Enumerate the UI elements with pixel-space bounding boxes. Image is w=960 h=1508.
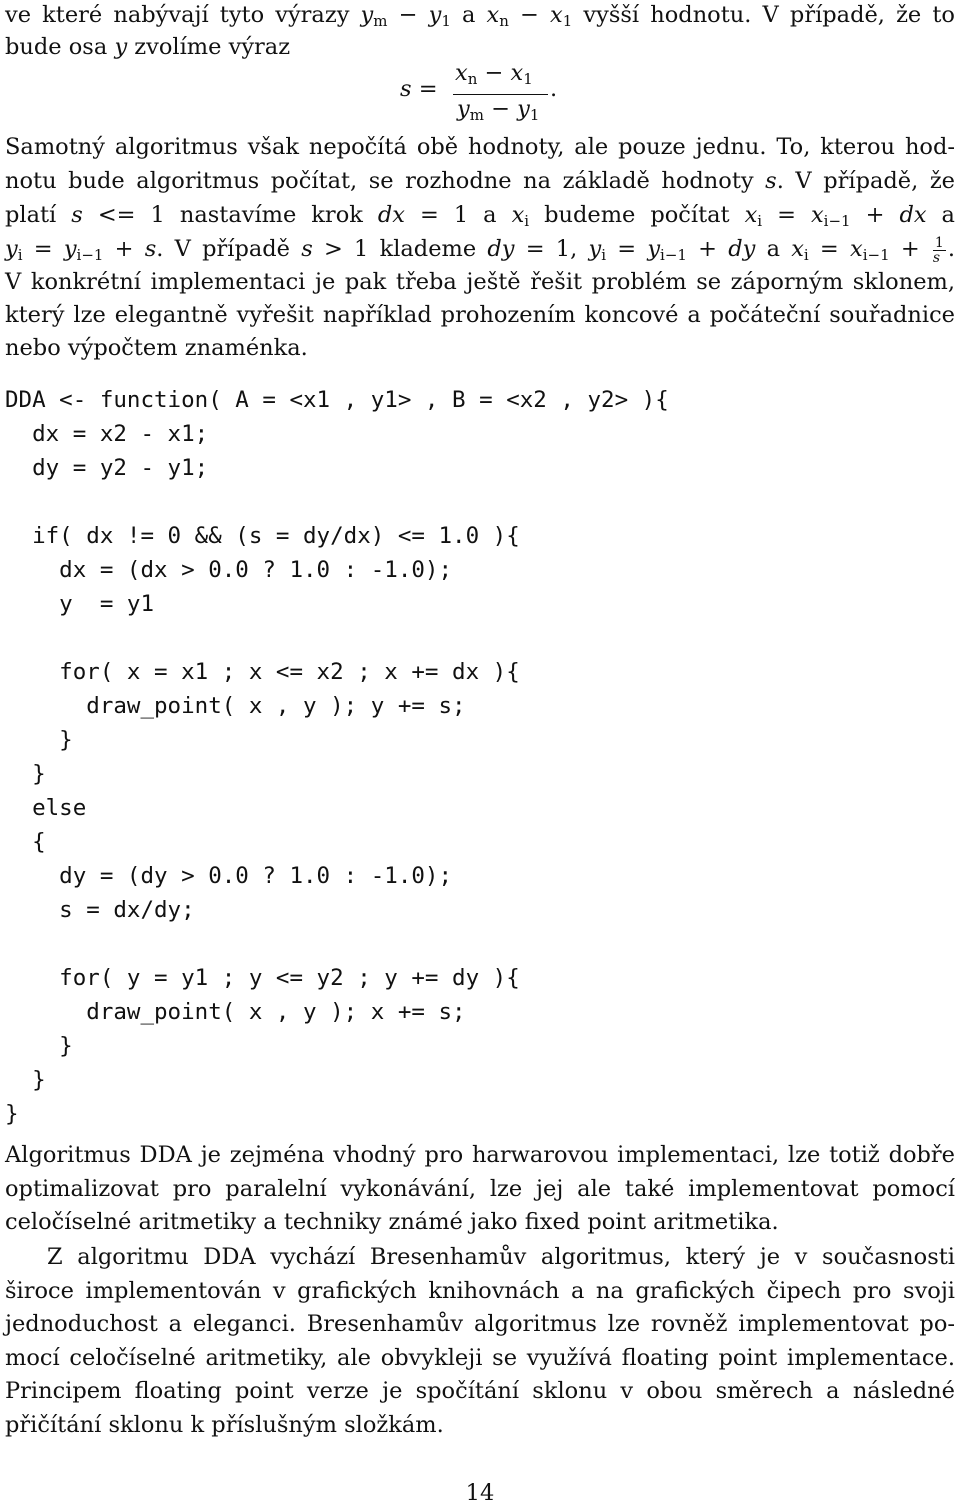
math-var: x (511, 202, 525, 228)
slope-formula (400, 60, 600, 130)
text-line: Principem floating point verze je spočítání sklonu v obou směrech a následné (5, 1378, 955, 1404)
math-op: + (103, 236, 145, 262)
text-line: nebo výpočtem znaménka. (5, 335, 308, 361)
inline-fraction (933, 236, 946, 265)
math-subscript: i (803, 246, 809, 264)
math-var: s (71, 202, 83, 228)
text-span: budeme počítat (529, 202, 745, 228)
math-var: y (5, 236, 18, 262)
fraction-denominator: s (932, 249, 941, 266)
code-line: { (5, 829, 46, 855)
text-span: . V případě, že (776, 168, 955, 194)
text-line: Algoritmus DDA je zejména vhodný pro harwarovou implementaci, lze totiž dobře (5, 1142, 955, 1168)
text-span: bude osa (5, 34, 115, 60)
math-subscript: m (469, 106, 484, 124)
math-op: − (477, 60, 511, 86)
math-var: y (647, 236, 661, 262)
math-subscript: n (499, 12, 509, 30)
text-line: celočíselné aritmetiky a techniky známé jako fixed point aritmetika. (5, 1209, 779, 1235)
math-subscript: 1 (441, 12, 451, 30)
code-line: y = y1 (5, 591, 155, 617)
code-line: dx = x2 - x1; (5, 421, 209, 447)
code-line: } (5, 1033, 73, 1059)
code-block (5, 383, 669, 1131)
math-var: dx (899, 202, 927, 228)
math-subscript: n (467, 70, 478, 88)
code-line: } (5, 727, 73, 753)
math-subscript: i−1 (76, 246, 104, 264)
math-subscript: i (601, 246, 607, 264)
text-line: Samotný algoritmus však nepočítá obě hodnoty, ale pouze jednu. To, kterou hod- (5, 134, 955, 160)
code-line (5, 927, 669, 961)
math-subscript: i (757, 212, 763, 230)
text-span: vyšší hodnotu. V případě, že to (572, 2, 955, 28)
math-var: y (428, 2, 442, 28)
math-var: x (791, 236, 804, 262)
text-line (5, 0, 955, 30)
text-span: a (926, 202, 955, 228)
math-var: s (144, 236, 157, 262)
fraction-numerator: 1 (934, 234, 944, 251)
text-span: a (755, 236, 792, 262)
math-subscript: i (17, 246, 23, 264)
text-span: platí (5, 202, 72, 228)
math-op: = (606, 236, 648, 262)
math-var: dy (487, 236, 515, 262)
math-op: + (686, 236, 729, 262)
page-number: 14 (465, 1480, 495, 1506)
text-span: . (947, 236, 955, 262)
math-op: − (508, 2, 551, 28)
math-var: x (550, 2, 563, 28)
math-var: x (510, 60, 524, 86)
formula-numerator (455, 60, 533, 86)
formula-period: . (550, 76, 558, 102)
math-op: = (762, 202, 811, 228)
math-subscript: 1 (523, 70, 533, 88)
text-line: optimalizovat pro paralelní vykonávání, lze jej ale také implementovat pomocí (5, 1176, 955, 1202)
text-span: = 1, (514, 236, 589, 262)
code-line: dy = y2 - y1; (5, 455, 209, 481)
text-span: <= 1 nastavíme krok (82, 202, 378, 228)
code-line: s = dx/dy; (5, 897, 195, 923)
fraction-bar (453, 94, 548, 95)
math-subscript: i−1 (823, 212, 851, 230)
math-var: y (63, 236, 77, 262)
math-var: x (810, 202, 824, 228)
code-line: DDA <- function( A = <x1 , y1> , B = <x2 , y2> ){ (5, 387, 669, 413)
math-var: y (360, 2, 374, 28)
text-span: a (450, 2, 487, 28)
math-op: − (483, 96, 518, 122)
text-line (5, 32, 955, 62)
math-var: dx (377, 202, 405, 228)
math-var: s (765, 168, 777, 194)
formula-lhs (400, 76, 438, 102)
text-line (5, 200, 955, 230)
text-span: notu bude algoritmus počítat, se rozhodne na základě hodnoty (5, 168, 766, 194)
code-line: } (5, 761, 46, 787)
text-line (5, 234, 955, 265)
math-op: + (850, 202, 900, 228)
text-span: ve které nabývají tyto výrazy (5, 2, 361, 28)
math-var: y (457, 96, 470, 122)
code-line: dx = (dx > 0.0 ? 1.0 : -1.0); (5, 557, 453, 583)
code-line: for( y = y1 ; y <= y2 ; y += dy ){ (5, 965, 520, 991)
code-line: } (5, 1101, 19, 1127)
math-var: s (400, 76, 412, 102)
text-line: mocí celočíselné aritmetiky, ale obvykleji se využívá floating point implementace. (5, 1345, 955, 1371)
code-line: dy = (dy > 0.0 ? 1.0 : -1.0); (5, 863, 453, 889)
code-line: for( x = x1 ; x <= x2 ; x += dx ){ (5, 659, 520, 685)
text-line: který lze elegantně vyřešit například prohozením koncové a počáteční souřadnice (5, 302, 955, 328)
math-var: dy (728, 236, 756, 262)
text-span: . V případě (156, 236, 302, 262)
math-op: + (889, 236, 931, 262)
math-var: x (744, 202, 758, 228)
math-op: = (22, 236, 64, 262)
math-op: − (387, 2, 429, 28)
code-line (5, 485, 669, 519)
math-var: y (517, 96, 530, 122)
math-var: y (588, 236, 602, 262)
text-span: > 1 klademe (312, 236, 488, 262)
math-subscript: 1 (562, 12, 573, 30)
math-op: = (411, 76, 438, 102)
text-line: přičítání sklonu k příslušným složkám. (5, 1412, 444, 1438)
math-subscript: i−1 (660, 246, 687, 264)
text-line: široce implementován v grafických knihovnách a na grafických čipech pro svoji (5, 1278, 955, 1304)
text-span: zvolíme výraz (127, 34, 291, 60)
math-var: s (301, 236, 313, 262)
code-line: draw_point( x , y ); x += s; (5, 999, 466, 1025)
math-var: x (455, 60, 468, 86)
code-line: } (5, 1067, 46, 1093)
math-op: = (808, 236, 850, 262)
math-subscript: i−1 (862, 246, 890, 264)
math-subscript: m (373, 12, 388, 30)
code-line: else (5, 795, 87, 821)
text-span: = 1 a (404, 202, 512, 228)
text-line: jednoduchost a eleganci. Bresenhamův algoritmus lze rovněž implementovat po- (5, 1311, 955, 1337)
text-line: Z algoritmu DDA vychází Bresenhamův algoritmus, který je v současnosti (47, 1244, 955, 1270)
math-var: x (850, 236, 863, 262)
math-subscript: i (524, 212, 530, 230)
math-var: y (114, 34, 128, 60)
text-line: V konkrétní implementaci je pak třeba ještě řešit problém se záporným sklonem, (5, 269, 955, 295)
text-line (5, 166, 955, 196)
code-line: draw_point( x , y ); y += s; (5, 693, 466, 719)
formula-denominator (457, 96, 539, 122)
math-subscript: 1 (529, 106, 540, 124)
math-var: x (486, 2, 500, 28)
code-line (5, 621, 669, 655)
code-line: if( dx != 0 && (s = dy/dx) <= 1.0 ){ (5, 523, 520, 549)
